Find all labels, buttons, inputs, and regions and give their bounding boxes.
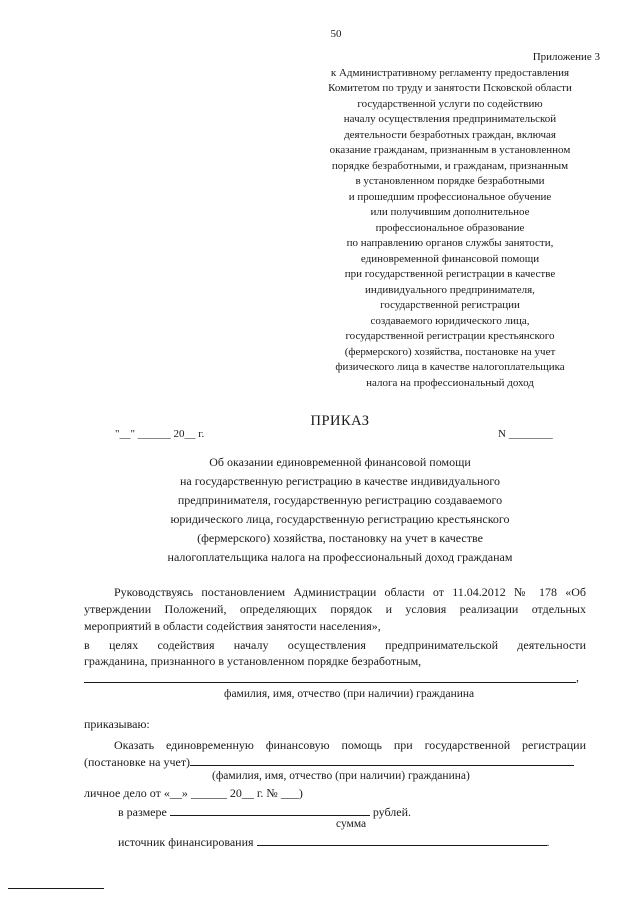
page-number: 50 (330, 28, 342, 40)
appendix-line: порядке безработными, и гражданам, признанным (331, 159, 569, 172)
appendix-line: деятельности безработных граждан, включая (344, 128, 556, 141)
citizen-name-caption: фамилия, имя, отчество (при наличии) гражданина (224, 688, 475, 700)
appendix-line: государственной регистрации (380, 299, 520, 311)
preamble-line: гражданина, признанного в установленном порядке безработным, (84, 654, 422, 668)
appendix-line: государственной регистрации крестьянского (345, 330, 555, 342)
preamble-line: мероприятий в области содействия занятости населения», (84, 619, 381, 633)
amount-line (118, 804, 411, 820)
subject-line: юридического лица, государственную регистрацию крестьянского (170, 512, 510, 526)
subject-line: предпринимателя, государственную регистрацию создаваемого (177, 493, 503, 507)
appendix-line: оказание гражданам, признанным в установленном (329, 144, 571, 156)
funding-line (118, 834, 550, 850)
order-date-field: "__" ______ 20__ г. (115, 428, 205, 440)
appendix-body (300, 66, 600, 392)
subject-line: Об оказании единовременной финансовой помощи (209, 455, 471, 469)
subject-line: (фермерского) хозяйства, постановку на учет в качестве (197, 531, 483, 545)
trailing-comma: , (576, 670, 579, 684)
preamble-line: в целях содействия началу осуществления предпринимательской деятельности (84, 638, 586, 652)
preamble-line: Руководствуясь постановлением Администрации области от 11.04.2012 № 178 «Об (114, 585, 586, 599)
appendix-line: создаваемого юридического лица, (370, 314, 530, 327)
footnote-separator (8, 888, 104, 889)
funding-blank (257, 834, 547, 846)
case-file-line: личное дело от «__» ______ 20__ г. № ___) (84, 786, 303, 800)
appendix-line: в установленном порядке безработными (355, 175, 545, 187)
appendix-line: началу осуществления предпринимательской (343, 113, 557, 125)
appendix-line: при государственной регистрации в качестве (344, 268, 556, 280)
order-number-field: N ________ (498, 428, 553, 440)
appendix-line: физического лица в качестве налогоплательщика (335, 361, 565, 373)
appendix-line: налога на профессиональный доход (366, 376, 534, 389)
order-subject (130, 453, 550, 567)
registration-line (84, 754, 586, 770)
amount-blank (170, 804, 370, 816)
appendix-line: индивидуального предпринимателя, (365, 283, 535, 296)
appendix-line: к Административному регламенту предоставления (330, 66, 570, 79)
preamble-line: утверждении Положений, определяющих порядок и условия реализации отдельных (84, 602, 586, 616)
appendix-line: Комитетом по труду и занятости Псковской области (328, 82, 572, 94)
document-title: ПРИКАЗ (310, 413, 370, 429)
registration-label: (постановке на учет) (84, 755, 191, 769)
appendix-line: профессиональное образование (375, 221, 525, 234)
funding-label: источник финансирования (118, 835, 254, 849)
order-word: приказываю: (84, 717, 150, 731)
appendix-line: или получившим дополнительное (370, 206, 530, 218)
appendix-line: (фермерского) хозяйства, постановке на учет (344, 345, 556, 358)
decision-item: Оказать единовременную финансовую помощь при государственной регистрации (114, 738, 586, 752)
amount-label: в размере (118, 805, 167, 819)
amount-unit: рублей. (372, 805, 412, 819)
subject-line: на государственную регистрацию в качестве индивидуального (180, 474, 500, 488)
appendix-line: единовременной финансовой помощи (360, 252, 540, 265)
appendix-header (300, 50, 600, 391)
appendix-line: и прошедшим профессиональное обучение (348, 190, 552, 203)
appendix-title: Приложение 3 (532, 51, 600, 63)
subject-line: налогоплательщика налога на профессиональный доход гражданам (167, 550, 513, 564)
citizen-name-caption-2: (фамилия, имя, отчество (при наличии) гражданина) (212, 770, 470, 782)
citizen-name-line (84, 682, 576, 683)
appendix-line: государственной услуги по содействию (357, 97, 543, 110)
registration-blank (190, 754, 574, 766)
amount-caption: сумма (336, 818, 367, 830)
appendix-line: по направлению органов службы занятости, (346, 237, 554, 249)
funding-end: . (546, 835, 550, 849)
